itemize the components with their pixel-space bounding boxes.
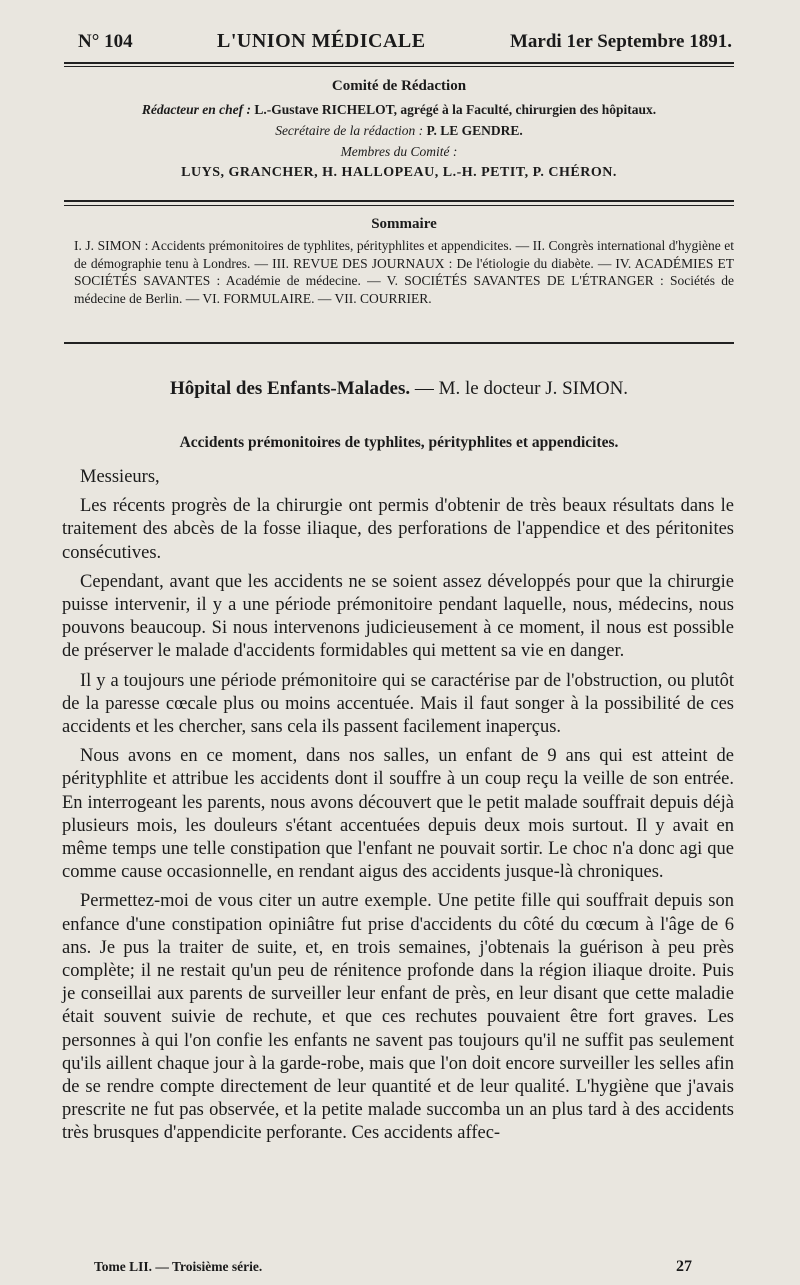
editor-label: Rédacteur en chef : — [141, 102, 251, 117]
secretary-name: P. LE GENDRE. — [426, 123, 523, 138]
article-subtitle: Accidents prémonitoires de typhlites, pérityphlites et appendicites. — [179, 434, 619, 451]
issue-number: N° 104 — [78, 31, 133, 52]
issue-date: Mardi 1er Septembre 1891. — [510, 31, 732, 52]
committee-title: Comité de Rédaction — [331, 78, 467, 94]
table-of-contents — [74, 216, 734, 307]
paragraph: Cependant, avant que les accidents ne se soient assez développés pour que la chirurgie puisse intervenir, il y a une période prémonitoire pendant laquelle, nous, médecins, nous pouvons beaucoup. Si nous intervenons judicieusement à ce moment, il nous est possible de préserver le malade d'accidents formidables qui mettent sa vie en danger. — [62, 571, 734, 662]
page-footer — [94, 1258, 692, 1276]
committee-rule-thin — [64, 205, 734, 206]
article-body — [62, 466, 734, 1152]
paragraph: Il y a toujours une période prémonitoire qui se caractérise par de l'obstruction, ou plutôt de la paresse cœcale plus ou moins accentuée. Mais il faut songer à la possibilité de ces accidents et les chercher, sans cela ils passent facilement inaperçus. — [62, 670, 734, 738]
tome-info: Tome LII. — Troisième série. — [94, 1259, 263, 1274]
paragraph: Les récents progrès de la chirurgie ont permis d'obtenir de très beaux résultats dans le traitement des abcès de la fosse iliaque, des perforations de l'appendice et des péritonites consécutives. — [62, 496, 734, 563]
secretary-line — [64, 120, 734, 141]
editor-line — [64, 99, 734, 120]
speaker-name: — M. le docteur J. SIMON. — [414, 378, 629, 399]
members-list: LUYS, GRANCHER, H. HALLOPEAU, L.-H. PETIT, P. CHÉRON. — [181, 165, 617, 180]
paragraph: Nous avons en ce moment, dans nos salles, un enfant de 9 ans qui est atteint de pérityphlite et attribue les accidents dont il souffre à un coup reçu la veille de son entrée. En interrogeant les parents, nous avons découvert que le petit malade souffrait depuis déjà plusieurs mois, les douleurs s'étant accentuées depuis deux mois surtout. Il y avait en même temps une telle constipation que l'enfant ne pouvait sortir. Le choc n'a donc agi que comme cause occasionnelle, en rendant aigus des accidents jusque-là chroniques. — [62, 746, 734, 883]
members-label: Membres du Comité : — [340, 144, 458, 159]
header-rule-thin — [64, 66, 734, 67]
page-number: 27 — [676, 1258, 692, 1275]
secretary-label: Secrétaire de la rédaction : — [275, 123, 424, 138]
journal-title: L'UNION MÉDICALE — [217, 30, 426, 52]
sommaire-rule — [64, 342, 734, 344]
lecture-title — [64, 378, 734, 400]
members-label-line — [64, 141, 734, 162]
salutation: Messieurs, — [80, 467, 160, 487]
editorial-committee — [64, 78, 734, 183]
header-rule — [64, 62, 734, 64]
editor-name: L.-Gustave RICHELOT, agrégé à la Faculté, chirurgien des hôpitaux. — [254, 102, 657, 117]
running-header — [78, 30, 732, 53]
sommaire-text: I. J. SIMON : Accidents prémonitoires de typhlites, pérityphlites et appendicites. — II. Congrès international d'hygiène et de démographie tenu à Londres. — III. REVUE DES JOURNAUX : De l'étiologie du diabète. — IV. ACADÉMIES ET SOCIÉTÉS SAVANTES : Académie de médecine. — V. SOCIÉTÉS SAVANTES DE L'ÉTRANGER : Sociétés de médecine de Berlin. — VI. FORMULAIRE. — VII. COURRIER. — [74, 238, 734, 306]
sommaire-title: Sommaire — [371, 216, 437, 232]
hospital-name: Hôpital des Enfants-Malades. — [169, 378, 411, 399]
committee-rule — [64, 200, 734, 202]
paragraph: Permettez-moi de vous citer un autre exemple. Une petite fille qui souffrait depuis son enfance d'une constipation opiniâtre fut prise d'accidents du côté du cœcum à l'âge de 6 ans. Je pus la traiter de suite, et, en trois semaines, j'obtenais la guérison à peu près complète; il ne restait qu'un peu de rénitence profonde dans la région iliaque droite. Puis je conseillai aux parents de surveiller leur enfant de près, en leur disant que cette maladie était souvent suivie de rechute, et que ces rechutes pouvaient être fort graves. Les personnes à qui l'on confie les enfants ne savent pas toujours qu'il ne suffit pas seulement qu'ils aillent chaque jour à la garde-robe, mais que l'on doit encore surveiller les selles afin de se rendre compte directement de leur quantité et de leur qualité. L'hygiène que j'avais prescrite ne fut pas observée, et la petite malade succomba un an plus tard à des accidents très brusques d'appendicite perforante. Ces accidents affec- — [62, 891, 734, 1144]
